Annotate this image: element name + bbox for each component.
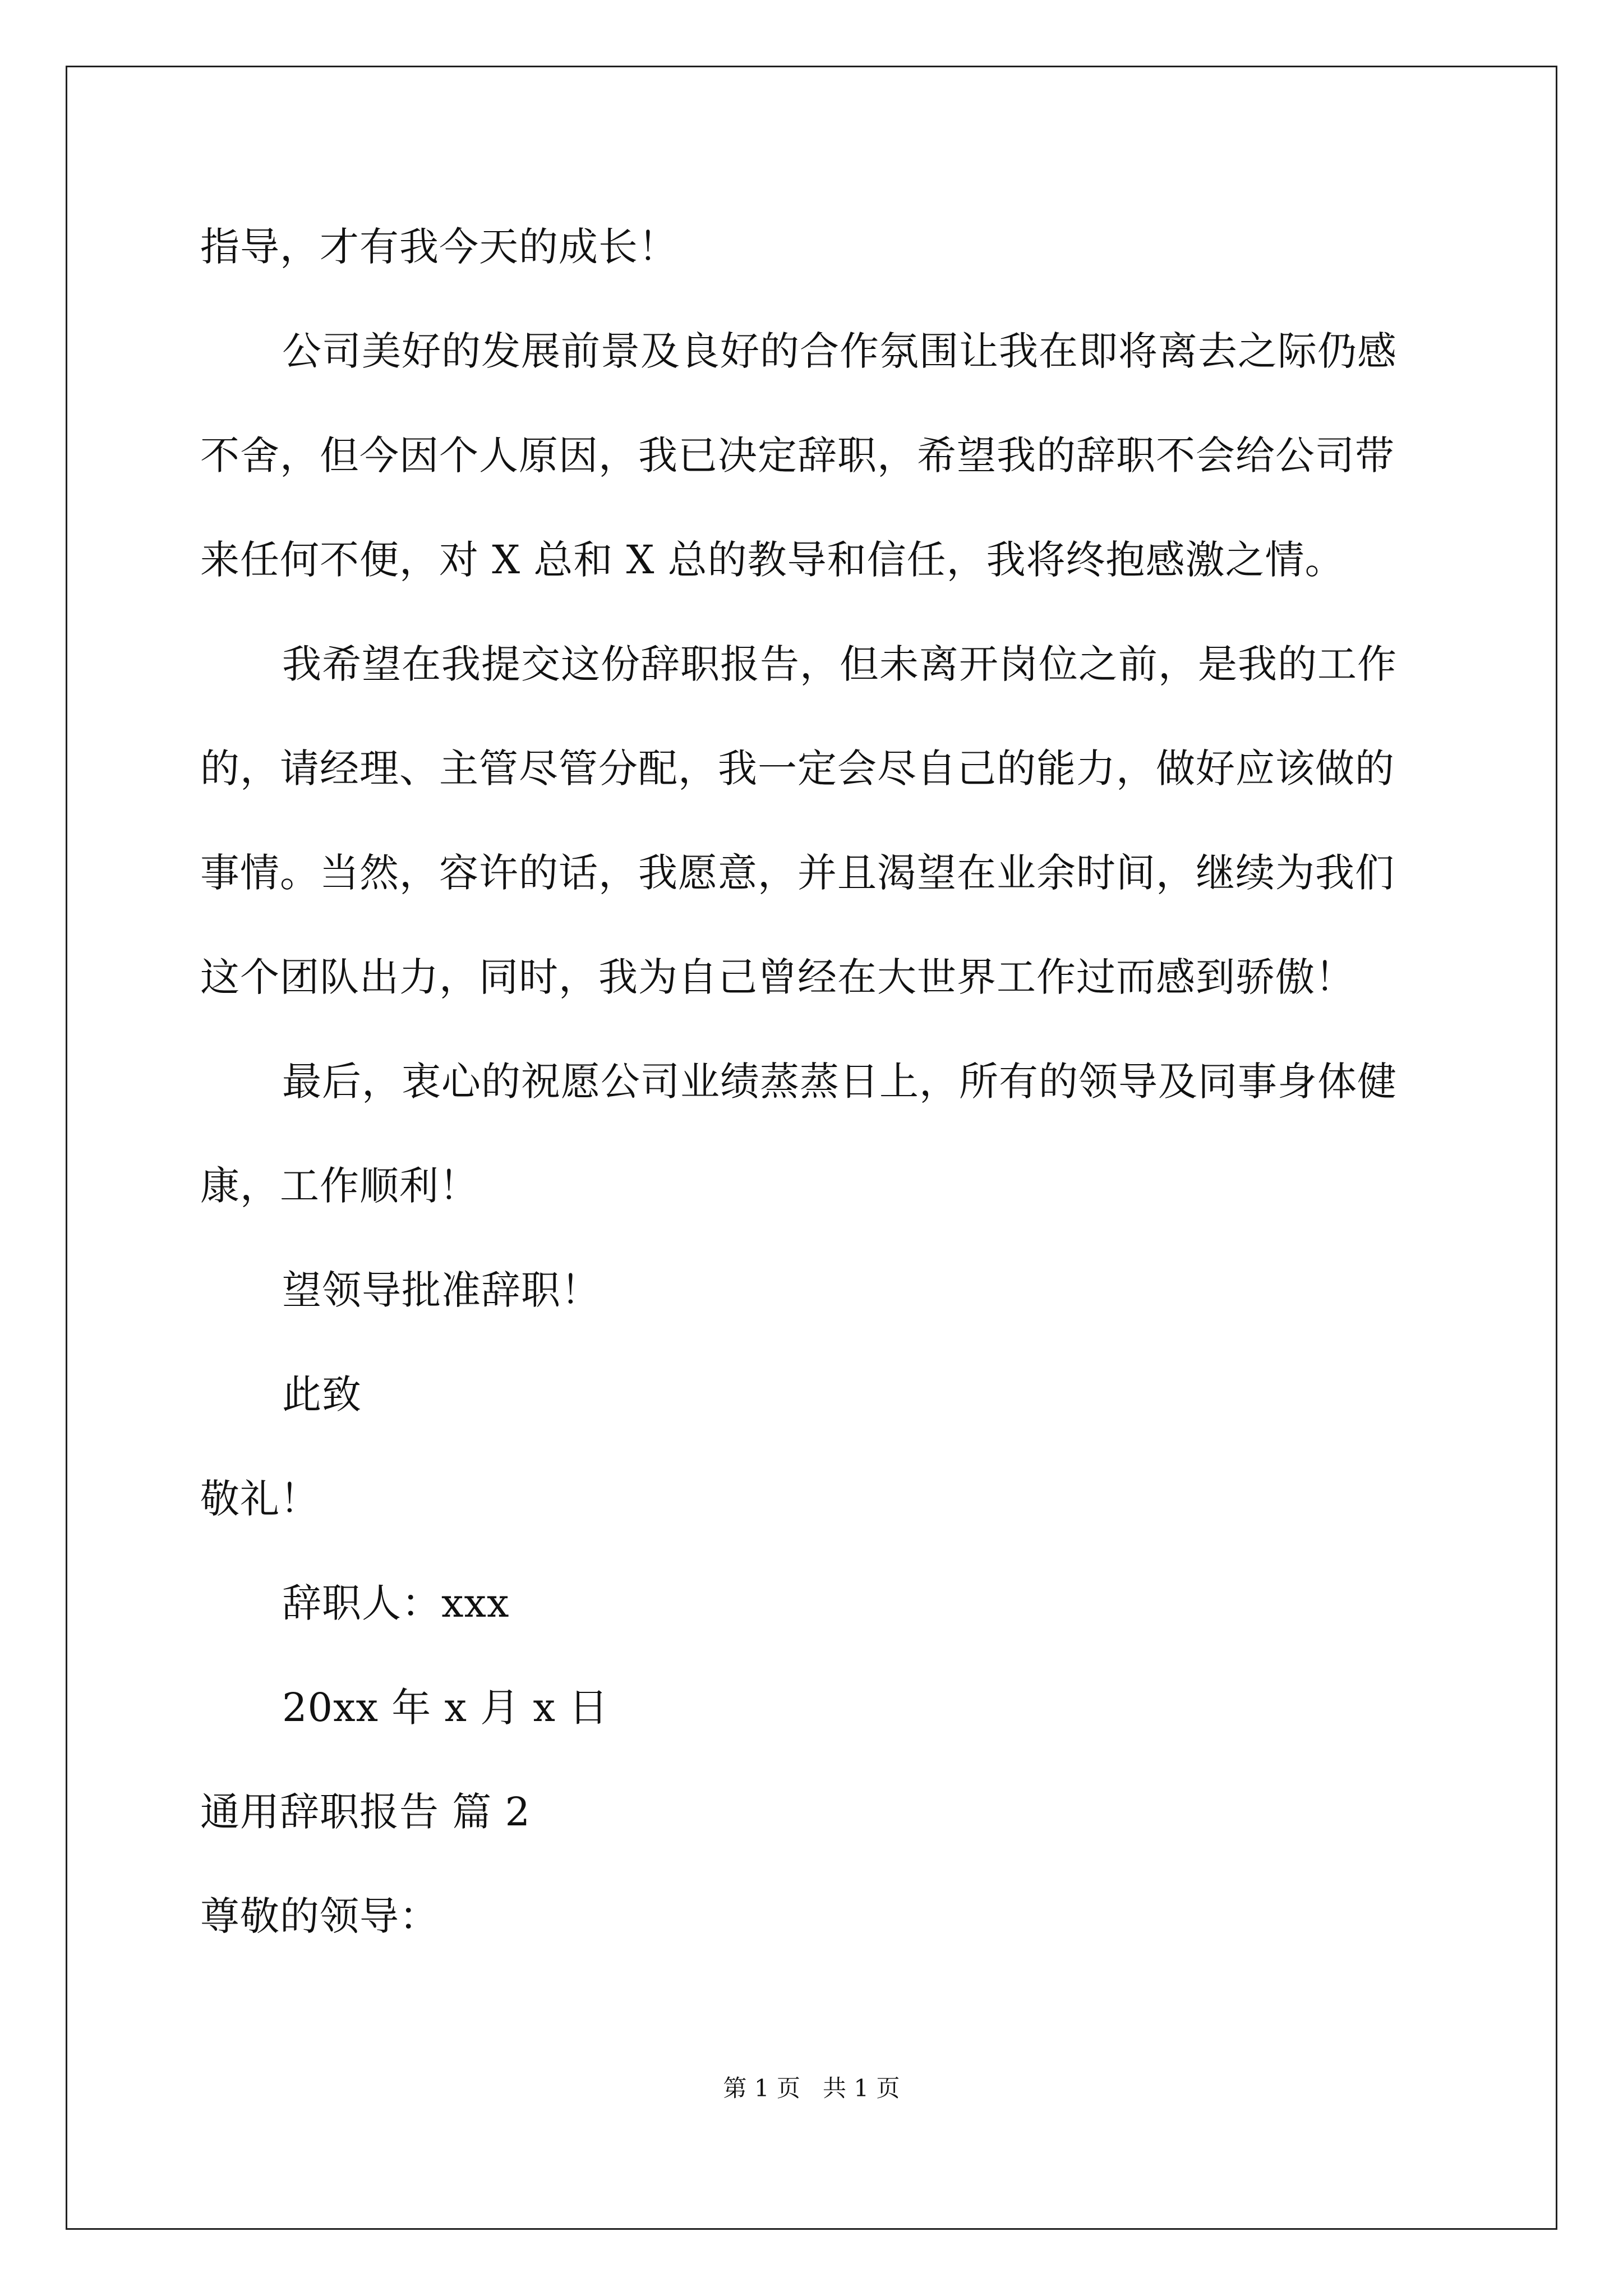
- date-line: 20xx 年 x 月 x 日: [282, 1685, 609, 1731]
- paragraph-start: 公司美好的发展前景及良好的合作氛围让我在即将离去之际仍感: [282, 328, 1397, 374]
- page-number-footer: 第 1 页 共 1 页: [723, 2074, 900, 2102]
- text-line: 的，请经理、主管尽管分配，我一定会尽自己的能力，做好应该做的: [200, 746, 1395, 792]
- paragraph-start: 最后，衷心的祝愿公司业绩蒸蒸日上，所有的领导及同事身体健: [282, 1059, 1397, 1105]
- text-line: 事情。当然，容许的话，我愿意，并且渴望在业余时间，继续为我们: [200, 850, 1395, 896]
- salutation-line: 敬礼！: [200, 1476, 320, 1522]
- text-line: 这个团队出力，同时，我为自己曾经在大世界工作过而感到骄傲！: [200, 954, 1355, 1000]
- text-line: 康，工作顺利！: [200, 1163, 479, 1209]
- request-line: 望领导批准辞职！: [282, 1267, 601, 1313]
- section-heading: 通用辞职报告 篇 2: [200, 1789, 531, 1835]
- closing-line: 此致: [282, 1372, 362, 1418]
- signature-line: 辞职人：xxx: [282, 1580, 510, 1626]
- paragraph-start: 我希望在我提交这份辞职报告，但未离开岗位之前，是我的工作: [282, 641, 1397, 687]
- text-line: 指导，才有我今天的成长！: [200, 224, 678, 270]
- document-body: [200, 213, 1434, 1987]
- greeting-line: 尊敬的领导：: [200, 1893, 439, 1939]
- text-line: 来任何不便，对 X 总和 X 总的教导和信任，我将终抱感激之情。: [200, 537, 1345, 583]
- text-line: 不舍，但今因个人原因，我已决定辞职，希望我的辞职不会给公司带: [200, 432, 1395, 478]
